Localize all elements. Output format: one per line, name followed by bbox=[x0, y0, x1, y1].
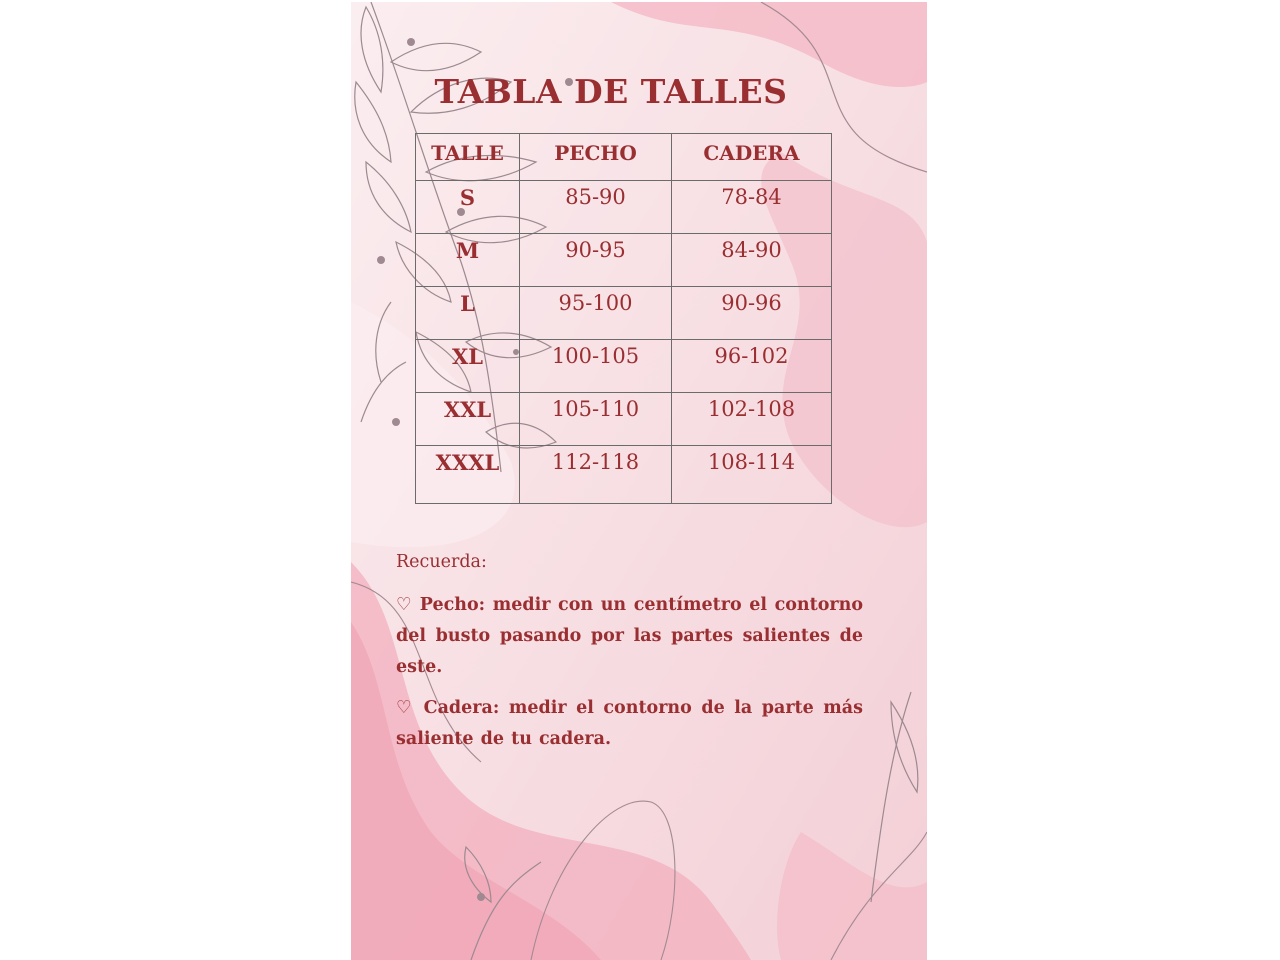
size-cell: L bbox=[416, 287, 520, 340]
hip-cell: 90-96 bbox=[672, 287, 832, 340]
size-cell: XL bbox=[416, 340, 520, 393]
hip-cell: 96-102 bbox=[672, 340, 832, 393]
notes-heading: Recuerda: bbox=[396, 552, 487, 572]
table-row bbox=[416, 393, 832, 446]
bust-cell: 105-110 bbox=[520, 393, 672, 446]
size-cell: M bbox=[416, 234, 520, 287]
hip-cell: 78-84 bbox=[672, 181, 832, 234]
column-header-talle: TALLE bbox=[416, 134, 520, 181]
table-row bbox=[416, 287, 832, 340]
measurement-notes bbox=[396, 547, 863, 765]
bust-cell: 90-95 bbox=[520, 234, 672, 287]
table-header-row bbox=[416, 134, 832, 181]
bust-cell: 85-90 bbox=[520, 181, 672, 234]
hip-cell: 108-114 bbox=[672, 446, 832, 504]
table-row bbox=[416, 181, 832, 234]
size-cell: XXXL bbox=[416, 446, 520, 504]
size-cell: S bbox=[416, 181, 520, 234]
note-bust: ♡ Pecho: medir con un centímetro el contorno del busto pasando por las partes salientes de este. bbox=[396, 595, 863, 677]
size-cell: XXL bbox=[416, 393, 520, 446]
table-row bbox=[416, 340, 832, 393]
note-hip: ♡ Cadera: medir el contorno de la parte más saliente de tu cadera. bbox=[396, 698, 863, 749]
column-header-pecho: PECHO bbox=[520, 134, 672, 181]
table-row bbox=[416, 446, 832, 504]
size-table bbox=[415, 133, 832, 504]
size-guide-card bbox=[351, 2, 927, 960]
hip-cell: 84-90 bbox=[672, 234, 832, 287]
bust-cell: 112-118 bbox=[520, 446, 672, 504]
hip-cell: 102-108 bbox=[672, 393, 832, 446]
page-title: TABLA DE TALLES bbox=[434, 72, 788, 111]
bust-cell: 100-105 bbox=[520, 340, 672, 393]
column-header-cadera: CADERA bbox=[672, 134, 832, 181]
bust-cell: 95-100 bbox=[520, 287, 672, 340]
table-row bbox=[416, 234, 832, 287]
